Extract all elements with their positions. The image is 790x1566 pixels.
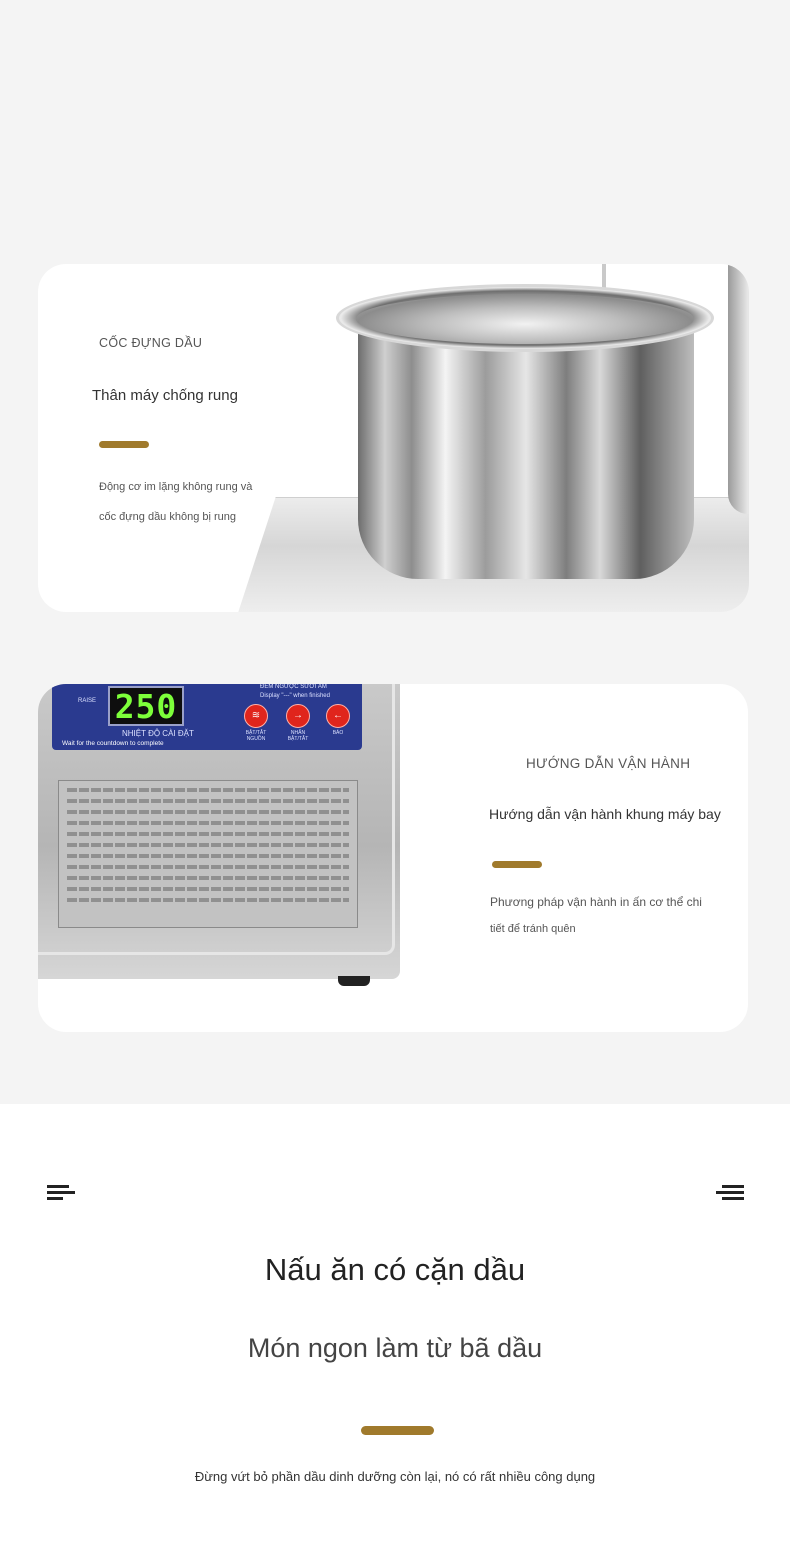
power-button[interactable]: ≋ [244,704,268,728]
second-pot [728,264,749,514]
pot-interior [356,294,694,344]
menu-right-align-icon [716,1185,744,1205]
countdown-label: ĐẾM NGƯỢC SƯỞI ẤM [260,684,327,690]
card-description-line-1: Phương pháp vận hành in ấn cơ thể chi [490,895,702,909]
section-description: Đừng vứt bỏ phần dầu dinh dưỡng còn lại, nó có rất nhiều công dụng [194,1469,596,1484]
accent-bar [99,441,149,448]
display-hint: Display "---" when finished [260,693,330,699]
oil-cup-feature-card [38,264,749,612]
control-panel [52,684,362,750]
alarm-button[interactable]: ← [326,704,350,728]
card-eyebrow: CỐC ĐỰNG DẦU [99,336,203,350]
card-headline: Hướng dẫn vận hành khung máy bay [489,806,721,822]
power-button-label: BẬT/TẮT NGUỒN [245,730,267,742]
menu-left-align-icon [47,1185,75,1205]
operation-guide-card [38,684,748,1032]
accent-bar [361,1426,434,1435]
card-description-line-2: cốc đựng dầu không bị rung [99,511,237,523]
temperature-display: 250 [108,686,184,726]
section-subtitle: Món ngon làm từ bã dầu [247,1333,543,1363]
start-button-label: NHẤN BẬT/TẮT [287,730,309,742]
machine-foot [338,976,370,986]
instruction-plate [58,780,358,928]
card-eyebrow: HƯỚNG DẪN VẬN HÀNH [526,756,691,771]
temp-set-label: NHIỆT ĐỘ CÀI ĐẶT [122,729,194,738]
card-description-line-1: Động cơ im lặng không rung và [99,481,253,493]
card-description-line-2: tiết để tránh quên [490,923,576,935]
start-button[interactable]: → [286,704,310,728]
countdown-warning: Wait for the countdown to complete [62,740,164,747]
pot-body [358,319,694,579]
raise-label: RAISE [78,698,97,704]
card-headline: Thân máy chống rung [92,387,238,404]
section-title: Nấu ăn có cặn dầu [264,1252,526,1287]
accent-bar [492,861,542,868]
alarm-button-label: BÁO [332,730,344,736]
